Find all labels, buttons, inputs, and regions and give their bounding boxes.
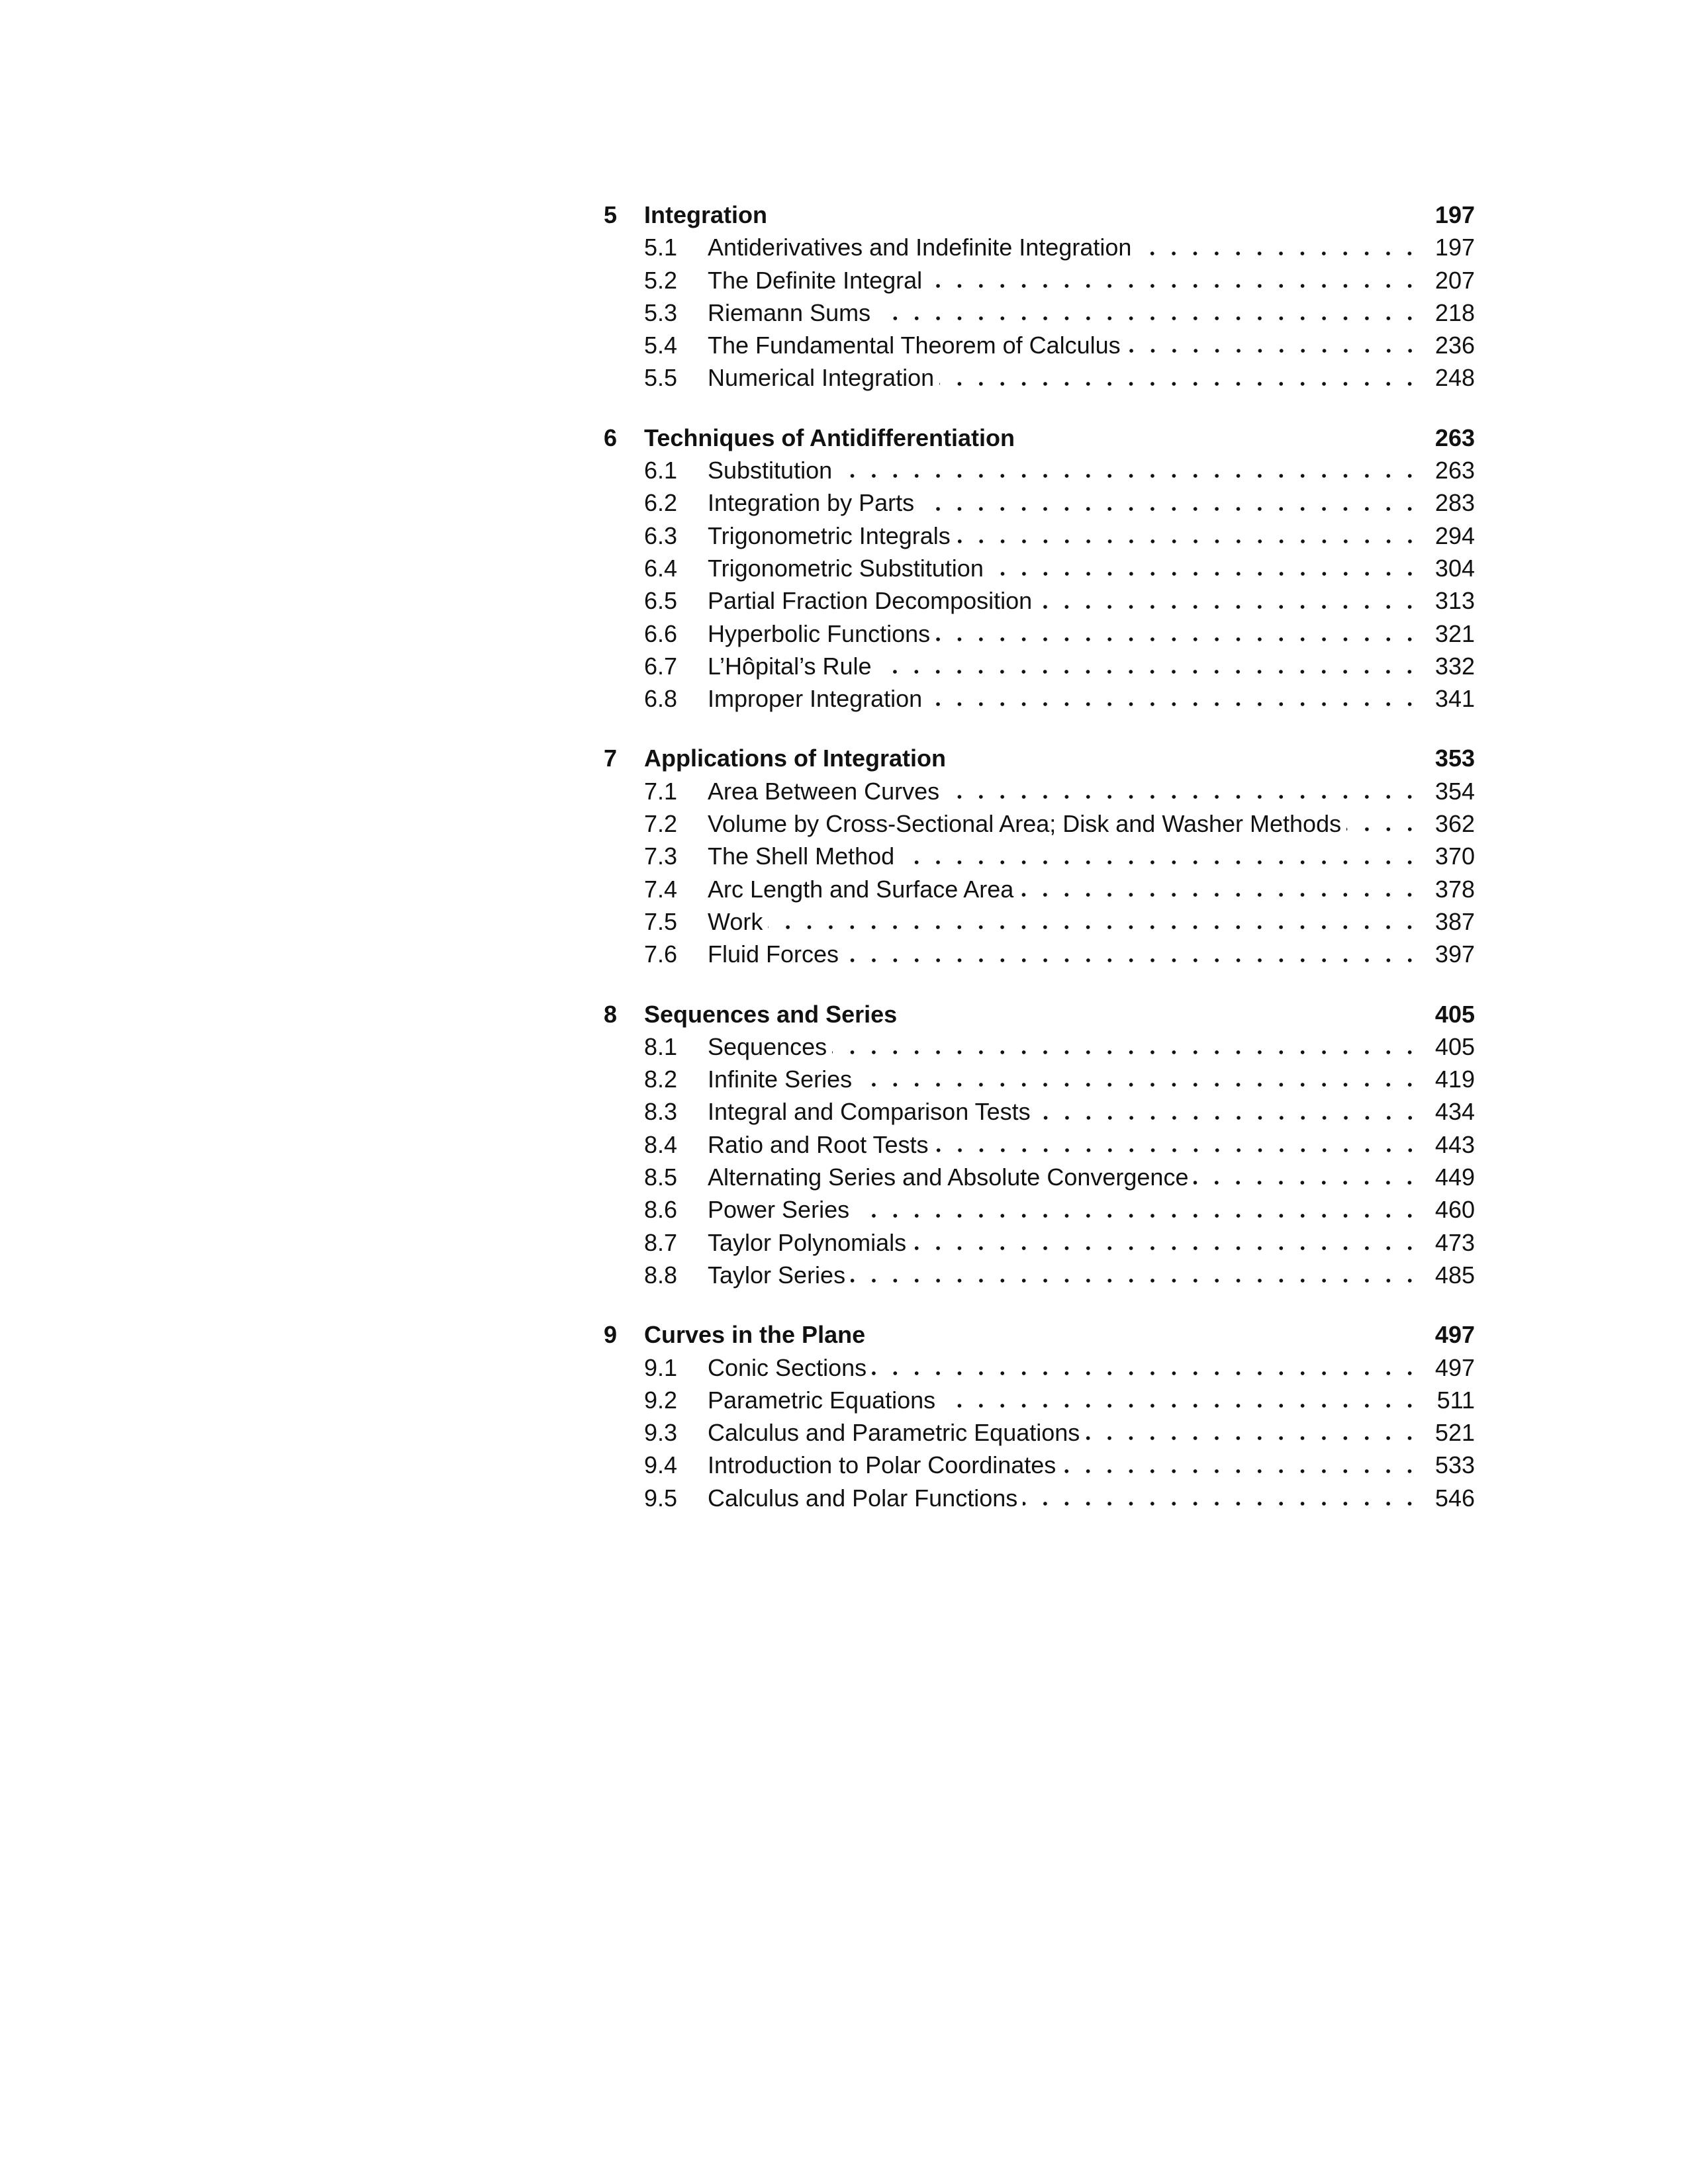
chapter-block bbox=[604, 199, 1475, 394]
section-page-number: 207 bbox=[1434, 266, 1475, 294]
table-of-contents bbox=[604, 199, 1475, 1541]
dot-leader bbox=[876, 296, 1421, 329]
dot-leader bbox=[855, 1193, 1421, 1226]
section-number: 6.1 bbox=[644, 457, 678, 484]
section-row[interactable] bbox=[604, 1128, 1475, 1161]
section-title: Calculus and Polar Functions bbox=[708, 1484, 1018, 1512]
section-title: Trigonometric Substitution bbox=[708, 554, 984, 582]
dot-leader bbox=[934, 1128, 1421, 1161]
section-title: Conic Sections bbox=[708, 1353, 867, 1381]
section-title: Parametric Equations bbox=[708, 1386, 936, 1414]
section-row[interactable] bbox=[604, 617, 1475, 650]
dot-leader bbox=[872, 1351, 1421, 1384]
dot-leader bbox=[927, 682, 1421, 715]
dot-leader bbox=[837, 454, 1421, 486]
section-number: 8.7 bbox=[644, 1228, 678, 1256]
chapter-block bbox=[604, 742, 1475, 970]
dot-leader bbox=[876, 650, 1421, 682]
section-number: 7.6 bbox=[644, 940, 678, 968]
section-number: 5.5 bbox=[644, 364, 678, 392]
section-row[interactable] bbox=[604, 296, 1475, 329]
section-page-number: 197 bbox=[1434, 234, 1475, 261]
dot-leader bbox=[912, 1226, 1421, 1259]
section-title: Calculus and Parametric Equations bbox=[708, 1419, 1080, 1447]
section-title: Alternating Series and Absolute Convergence bbox=[708, 1163, 1189, 1191]
section-number: 9.4 bbox=[644, 1451, 678, 1479]
section-page-number: 341 bbox=[1434, 685, 1475, 713]
section-row[interactable] bbox=[604, 938, 1475, 970]
chapter-number: 8 bbox=[604, 1000, 618, 1028]
section-page-number: 236 bbox=[1434, 332, 1475, 359]
section-row[interactable] bbox=[604, 264, 1475, 296]
dot-leader bbox=[935, 617, 1421, 650]
section-number: 6.5 bbox=[644, 587, 678, 615]
section-title: Area Between Curves bbox=[708, 777, 940, 805]
chapter-heading-row[interactable] bbox=[604, 422, 1475, 454]
section-number: 8.5 bbox=[644, 1163, 678, 1191]
dot-leader bbox=[989, 552, 1421, 584]
section-number: 5.1 bbox=[644, 234, 678, 261]
section-row[interactable] bbox=[604, 650, 1475, 682]
chapter-block bbox=[604, 422, 1475, 715]
section-number: 5.4 bbox=[644, 332, 678, 359]
section-row[interactable] bbox=[604, 682, 1475, 715]
dot-leader bbox=[1137, 231, 1421, 263]
section-page-number: 354 bbox=[1434, 777, 1475, 805]
chapter-page-number: 197 bbox=[1434, 201, 1475, 228]
section-number: 8.6 bbox=[644, 1196, 678, 1224]
dot-leader bbox=[956, 520, 1421, 552]
dot-leader bbox=[1036, 1095, 1421, 1128]
section-number: 9.2 bbox=[644, 1386, 678, 1414]
dot-leader bbox=[1194, 1161, 1421, 1193]
section-page-number: 449 bbox=[1434, 1163, 1475, 1191]
section-row[interactable] bbox=[604, 1193, 1475, 1226]
chapter-page-number: 497 bbox=[1434, 1321, 1475, 1349]
section-row[interactable] bbox=[604, 231, 1475, 263]
dot-leader bbox=[1346, 807, 1421, 840]
section-title: Arc Length and Surface Area bbox=[708, 875, 1014, 903]
dot-leader bbox=[1061, 1449, 1421, 1481]
section-number: 9.1 bbox=[644, 1353, 678, 1381]
chapter-page-number: 405 bbox=[1434, 1000, 1475, 1028]
section-row[interactable] bbox=[604, 1226, 1475, 1259]
section-number: 8.8 bbox=[644, 1261, 678, 1289]
chapter-title: Techniques of Antidifferentiation bbox=[644, 424, 1015, 451]
chapter-title: Applications of Integration bbox=[644, 745, 946, 772]
section-title: Integral and Comparison Tests bbox=[708, 1098, 1031, 1126]
section-number: 5.2 bbox=[644, 266, 678, 294]
chapter-number: 7 bbox=[604, 745, 618, 772]
section-title: Taylor Polynomials bbox=[708, 1228, 907, 1256]
section-page-number: 313 bbox=[1434, 587, 1475, 615]
dot-leader bbox=[945, 775, 1421, 807]
section-number: 6.7 bbox=[644, 652, 678, 680]
section-number: 7.4 bbox=[644, 875, 678, 903]
section-page-number: 473 bbox=[1434, 1228, 1475, 1256]
section-row[interactable] bbox=[604, 454, 1475, 486]
chapter-block bbox=[604, 998, 1475, 1292]
section-page-number: 546 bbox=[1434, 1484, 1475, 1512]
section-row[interactable] bbox=[604, 840, 1475, 872]
section-row[interactable] bbox=[604, 1063, 1475, 1095]
section-title: L’Hôpital’s Rule bbox=[708, 652, 872, 680]
section-title: The Fundamental Theorem of Calculus bbox=[708, 332, 1121, 359]
section-page-number: 387 bbox=[1434, 907, 1475, 935]
section-title: Riemann Sums bbox=[708, 298, 871, 326]
section-row[interactable] bbox=[604, 1416, 1475, 1449]
section-row[interactable] bbox=[604, 775, 1475, 807]
section-page-number: 460 bbox=[1434, 1196, 1475, 1224]
section-page-number: 419 bbox=[1434, 1066, 1475, 1093]
section-row[interactable] bbox=[604, 1095, 1475, 1128]
section-page-number: 434 bbox=[1434, 1098, 1475, 1126]
section-page-number: 248 bbox=[1434, 364, 1475, 392]
section-page-number: 304 bbox=[1434, 554, 1475, 582]
section-number: 7.1 bbox=[644, 777, 678, 805]
section-title: Power Series bbox=[708, 1196, 850, 1224]
section-title: Infinite Series bbox=[708, 1066, 853, 1093]
dot-leader bbox=[857, 1063, 1421, 1095]
chapter-title: Integration bbox=[644, 201, 767, 228]
dot-leader bbox=[927, 264, 1421, 296]
dot-leader bbox=[1085, 1416, 1421, 1449]
section-page-number: 321 bbox=[1434, 619, 1475, 647]
section-page-number: 533 bbox=[1434, 1451, 1475, 1479]
section-page-number: 443 bbox=[1434, 1130, 1475, 1158]
section-row[interactable] bbox=[604, 1384, 1475, 1416]
section-number: 7.3 bbox=[644, 842, 678, 870]
section-row[interactable] bbox=[604, 807, 1475, 840]
section-number: 8.1 bbox=[644, 1032, 678, 1060]
section-page-number: 521 bbox=[1434, 1419, 1475, 1447]
section-row[interactable] bbox=[604, 329, 1475, 361]
section-title: Numerical Integration bbox=[708, 364, 935, 392]
section-title: Improper Integration bbox=[708, 685, 923, 713]
section-title: The Definite Integral bbox=[708, 266, 923, 294]
section-page-number: 294 bbox=[1434, 522, 1475, 549]
section-title: Integration by Parts bbox=[708, 489, 915, 517]
dot-leader bbox=[1019, 873, 1421, 905]
section-page-number: 332 bbox=[1434, 652, 1475, 680]
chapter-number: 6 bbox=[604, 424, 618, 451]
section-title: The Shell Method bbox=[708, 842, 895, 870]
section-page-number: 405 bbox=[1434, 1032, 1475, 1060]
section-row[interactable] bbox=[604, 486, 1475, 519]
section-title: Volume by Cross-Sectional Area; Disk and Washer Methods bbox=[708, 810, 1342, 838]
dot-leader bbox=[939, 361, 1421, 394]
dot-leader bbox=[941, 1384, 1421, 1416]
section-number: 6.3 bbox=[644, 522, 678, 549]
section-page-number: 283 bbox=[1434, 489, 1475, 517]
chapter-heading-row[interactable] bbox=[604, 199, 1475, 231]
section-title: Antiderivatives and Indefinite Integration bbox=[708, 234, 1132, 261]
dot-leader bbox=[1023, 1482, 1421, 1514]
section-row[interactable] bbox=[604, 361, 1475, 394]
chapter-page-number: 353 bbox=[1434, 745, 1475, 772]
section-number: 6.4 bbox=[644, 554, 678, 582]
section-row[interactable] bbox=[604, 905, 1475, 938]
section-row[interactable] bbox=[604, 1030, 1475, 1063]
section-page-number: 511 bbox=[1436, 1386, 1475, 1414]
section-number: 7.5 bbox=[644, 907, 678, 935]
section-title: Taylor Series bbox=[708, 1261, 846, 1289]
section-number: 9.3 bbox=[644, 1419, 678, 1447]
section-number: 6.6 bbox=[644, 619, 678, 647]
section-row[interactable] bbox=[604, 584, 1475, 617]
chapter-heading-row[interactable] bbox=[604, 742, 1475, 774]
dot-leader bbox=[844, 938, 1421, 970]
dot-leader bbox=[1126, 329, 1421, 361]
section-page-number: 218 bbox=[1434, 298, 1475, 326]
chapter-page-number: 263 bbox=[1434, 424, 1475, 451]
dot-leader bbox=[851, 1259, 1421, 1291]
section-row[interactable] bbox=[604, 1449, 1475, 1481]
section-title: Sequences bbox=[708, 1032, 827, 1060]
section-title: Introduction to Polar Coordinates bbox=[708, 1451, 1056, 1479]
dot-leader bbox=[832, 1030, 1421, 1063]
section-row[interactable] bbox=[604, 1482, 1475, 1514]
chapter-number: 9 bbox=[604, 1321, 618, 1349]
section-number: 6.2 bbox=[644, 489, 678, 517]
section-row[interactable] bbox=[604, 1259, 1475, 1291]
section-number: 7.2 bbox=[644, 810, 678, 838]
section-title: Ratio and Root Tests bbox=[708, 1130, 929, 1158]
section-row[interactable] bbox=[604, 1351, 1475, 1384]
dot-leader bbox=[919, 486, 1421, 519]
section-title: Hyperbolic Functions bbox=[708, 619, 931, 647]
chapter-block bbox=[604, 1318, 1475, 1514]
section-row[interactable] bbox=[604, 873, 1475, 905]
section-number: 6.8 bbox=[644, 685, 678, 713]
section-title: Substitution bbox=[708, 457, 833, 484]
section-title: Work bbox=[708, 907, 763, 935]
section-number: 9.5 bbox=[644, 1484, 678, 1512]
dot-leader bbox=[1037, 584, 1421, 617]
section-page-number: 378 bbox=[1434, 875, 1475, 903]
section-page-number: 397 bbox=[1434, 940, 1475, 968]
dot-leader bbox=[900, 840, 1421, 872]
section-number: 8.2 bbox=[644, 1066, 678, 1093]
section-title: Trigonometric Integrals bbox=[708, 522, 951, 549]
section-page-number: 263 bbox=[1434, 457, 1475, 484]
section-number: 8.4 bbox=[644, 1130, 678, 1158]
section-row[interactable] bbox=[604, 552, 1475, 584]
chapter-title: Curves in the Plane bbox=[644, 1321, 866, 1349]
section-page-number: 485 bbox=[1434, 1261, 1475, 1289]
section-number: 8.3 bbox=[644, 1098, 678, 1126]
section-number: 5.3 bbox=[644, 298, 678, 326]
section-title: Partial Fraction Decomposition bbox=[708, 587, 1033, 615]
chapter-heading-row[interactable] bbox=[604, 998, 1475, 1030]
section-page-number: 370 bbox=[1434, 842, 1475, 870]
section-page-number: 497 bbox=[1434, 1353, 1475, 1381]
section-row[interactable] bbox=[604, 1161, 1475, 1193]
section-page-number: 362 bbox=[1434, 810, 1475, 838]
section-row[interactable] bbox=[604, 520, 1475, 552]
chapter-title: Sequences and Series bbox=[644, 1000, 898, 1028]
chapter-heading-row[interactable] bbox=[604, 1318, 1475, 1351]
dot-leader bbox=[768, 905, 1421, 938]
section-title: Fluid Forces bbox=[708, 940, 839, 968]
chapter-number: 5 bbox=[604, 201, 618, 228]
